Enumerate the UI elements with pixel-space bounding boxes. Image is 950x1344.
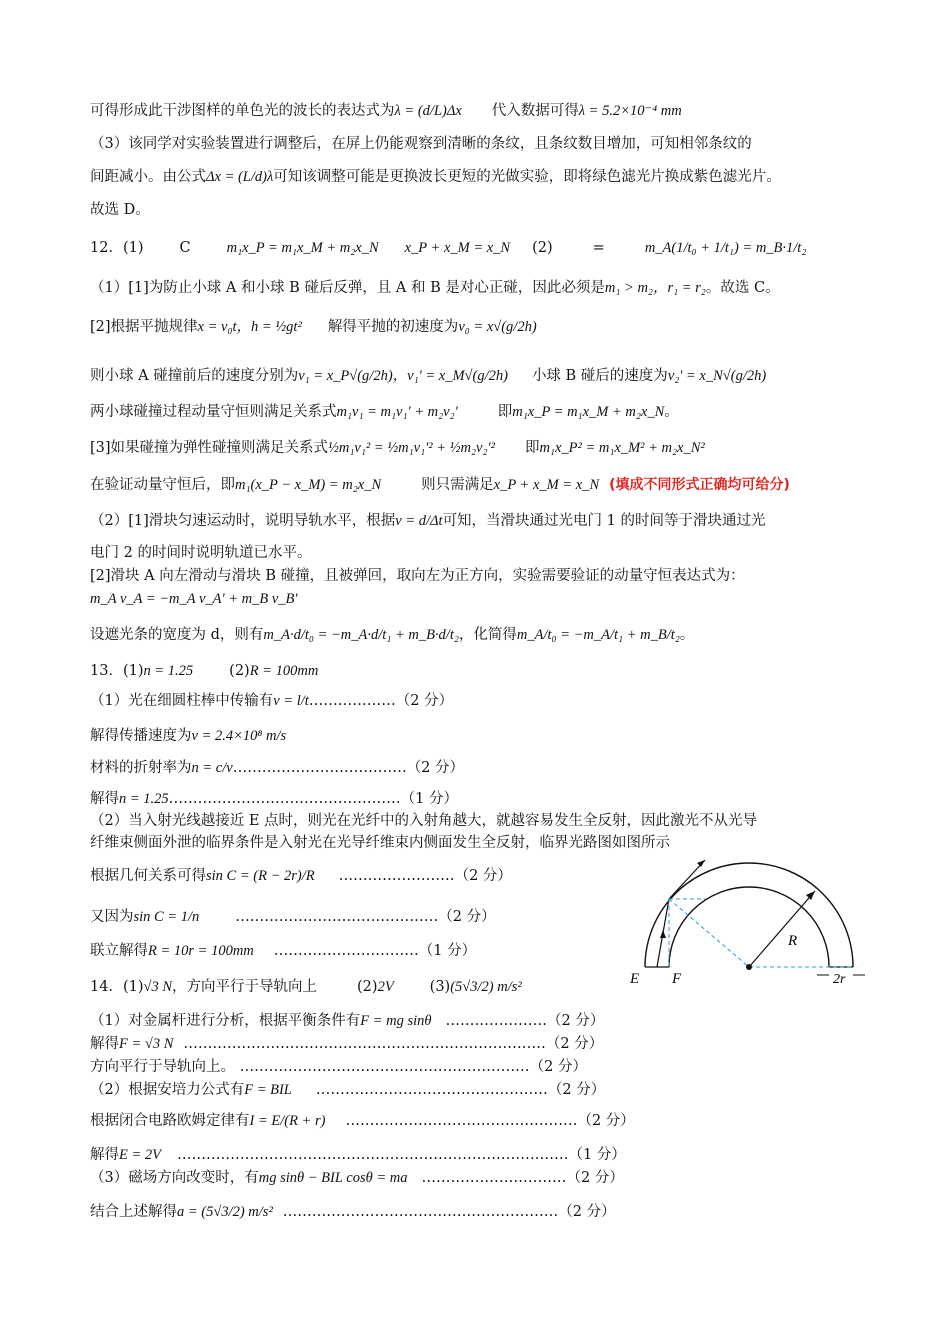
formula: v₁ = x_P√(g/2h)，v₁' = x_M√(g/2h): [298, 368, 508, 384]
formula: n = 1.25: [119, 791, 169, 807]
text: 则小球 A 碰撞前后的速度分别为: [90, 368, 299, 384]
text: [2]根据平抛规律: [90, 319, 198, 335]
text: （2）当入射光线越接近 E 点时，则光在光纤中的入射角越大，就越容易发生全反射，因此激光不从光导: [90, 813, 758, 829]
text: [3]如果碰撞为弹性碰撞则满足关系式: [90, 440, 329, 456]
formula: R = 100mm: [249, 663, 319, 679]
line-20: [90, 757, 464, 779]
line-32: [90, 1110, 635, 1132]
formula: Δx = (L/d)λ: [206, 169, 274, 185]
text: 故选 D。: [90, 202, 150, 218]
line-14: [90, 565, 745, 587]
text: (2): [357, 979, 378, 995]
label-E: E: [630, 971, 640, 987]
formula: I = E/(R + r): [249, 1113, 326, 1129]
text: 结合上述解得: [90, 1204, 177, 1220]
line-11: [90, 474, 790, 496]
radius-line: [749, 891, 815, 967]
text: 电门 2 的时间时说明轨道已水平。: [90, 545, 312, 561]
line-02: [90, 133, 752, 155]
text: (2): [229, 663, 250, 679]
text: 联立解得: [90, 943, 148, 959]
formula: m_A/t₀ = −m_A/t₁ + m_B/t₂: [516, 627, 680, 643]
formula: x_P + x_M = x_N: [404, 240, 511, 256]
text: 即: [497, 404, 513, 420]
line-29: [90, 1033, 603, 1055]
formula: m₁ > m₂，r₁ = r₂: [604, 280, 706, 296]
text: 。故选 C。: [705, 280, 780, 296]
line-31: [90, 1079, 605, 1101]
line-30: [90, 1056, 587, 1078]
text: 13．(1): [90, 663, 144, 679]
line-04: [90, 199, 150, 221]
text: ，化简得: [458, 627, 517, 643]
ray-up: [669, 860, 705, 899]
formula: sin C = (R − 2r)/R: [206, 868, 315, 884]
formula: (5√3/2) m/s²: [450, 979, 522, 995]
text: 小球 B 碰后的速度为: [531, 368, 668, 384]
line-16: [90, 624, 694, 646]
line-13: [90, 542, 311, 564]
fiber-outer-arc: [645, 863, 853, 967]
line-28: [90, 1010, 604, 1032]
text: …………………………………………………………………（2 分）: [183, 1036, 604, 1052]
text: …………………………………………………（2 分）: [282, 1204, 616, 1220]
answer: C: [179, 240, 191, 256]
text: （1）[1]为防止小球 A 和小球 B 碰后反弹，且 A 和 B 是对心正碰，因此必须是: [90, 280, 605, 296]
scoring-note: (填成不同形式正确均可给分): [609, 477, 790, 493]
text: [2]滑块 A 向左滑动与滑块 B 碰撞，且被弹回，取向左为正方向，实验需要验证的动量守恒表达式为：: [90, 568, 745, 584]
text: 解得: [90, 1147, 119, 1163]
text: ………………………………（2 分）: [232, 760, 465, 776]
formula: ½m₁v₁² = ½m₁v₁'² + ½m₂v₂'²: [328, 440, 495, 456]
formula: x_P + x_M = x_N: [493, 477, 600, 493]
line-08: [90, 365, 766, 387]
text: 根据几何关系可得: [90, 868, 206, 884]
text: 可知，当滑块通过光电门 1 的时间等于滑块通过光: [442, 513, 766, 529]
line-26: [90, 940, 476, 962]
formula: 2V: [377, 979, 394, 995]
line-22: [90, 810, 757, 832]
text: …………………………………………（1 分）: [168, 791, 459, 807]
text: 解得: [90, 1036, 119, 1052]
line-33: [90, 1144, 626, 1166]
line-15: [90, 588, 298, 610]
line-03: [90, 166, 781, 188]
formula: n = c/v: [191, 760, 233, 776]
text: （3）该同学对实验装置进行调整后，在屏上仍能观察到清晰的条纹，且条纹数目增加，可知相邻条纹的: [90, 136, 752, 152]
radius-arrow: [806, 891, 815, 900]
text: （2）根据安培力公式有: [90, 1082, 245, 1098]
formula: v₂' = x_N√(g/2h): [667, 368, 767, 384]
formula: F = mg sinθ: [360, 1013, 432, 1029]
text: 则只需满足: [421, 477, 494, 493]
text: …………………………………………（2 分）: [345, 1113, 635, 1129]
text: ……………………………………（2 分）: [235, 909, 496, 925]
line-27: [90, 976, 522, 998]
line-01: [90, 100, 682, 122]
text: …………………………（1 分）: [273, 943, 477, 959]
formula: m_A(1/t₀ + 1/t₁) = m_B·1/t₂: [644, 240, 807, 256]
formula: m₁x_P = m₁x_M + m₂x_N: [512, 404, 665, 420]
formula: λ = (d/L)Δx: [394, 103, 462, 119]
text: 可知该调整可能是更换波长更短的光做实验，即将绿色滤光片换成紫色滤光片。: [273, 169, 781, 185]
text: （2）[1]滑块匀速运动时，说明导轨水平，根据: [90, 513, 396, 529]
incident-arrow: [660, 930, 666, 938]
text: （1）对金属杆进行分析，根据平衡条件有: [90, 1013, 361, 1029]
formula: m₁x_P = m₁x_M + m₂x_N: [226, 240, 379, 256]
formula: R = 10r = 100mm: [148, 943, 254, 959]
line-10: [90, 437, 705, 459]
center-point: [746, 964, 752, 970]
text: 解得平抛的初速度为: [327, 319, 459, 335]
text: (2): [532, 240, 553, 256]
line-09: [90, 401, 679, 423]
fiber-critical-path-diagram: [625, 855, 890, 995]
text: 代入数据可得: [491, 103, 579, 119]
formula: a = (5√3/2) m/s²: [177, 1204, 273, 1220]
text: (3): [429, 979, 451, 995]
line-23: [90, 832, 670, 854]
text: 根据闭合电路欧姆定律有: [90, 1113, 250, 1129]
formula: v = 2.4×10⁸ m/s: [191, 728, 287, 744]
text: 间距减小。由公式: [90, 169, 206, 185]
formula: F = √3 N: [119, 1036, 174, 1052]
line-07: [90, 316, 537, 338]
formula: m_A v_A = −m_A v_A' + m_B v_B': [90, 591, 298, 607]
line-35: [90, 1201, 616, 1223]
text: 12．(1): [90, 240, 144, 256]
text: 即: [524, 440, 540, 456]
line-05: [90, 237, 806, 259]
text: 两小球碰撞过程动量守恒则满足关系式: [90, 404, 337, 420]
label-R: R: [788, 933, 798, 949]
text: 解得传播速度为: [90, 728, 192, 744]
line-19: [90, 725, 286, 747]
formula: m₁x_P² = m₁x_M² + m₂x_N²: [539, 440, 705, 456]
formula: F = BIL: [244, 1082, 292, 1098]
text: （1）光在细圆柱棒中传输有: [90, 693, 274, 709]
line-21: [90, 788, 458, 810]
line-25: [90, 906, 496, 928]
label-F: F: [672, 971, 682, 987]
line-17: [90, 660, 318, 682]
text: 14．(1): [90, 979, 144, 995]
dashed-chord: [669, 899, 749, 967]
formula: sin C = 1/n: [133, 909, 200, 925]
answer: =: [592, 240, 605, 256]
formula: x = v₀t，h = ½gt²: [197, 319, 302, 335]
text: ………………………………………………………………………（1 分）: [177, 1147, 626, 1163]
text: 。: [679, 627, 695, 643]
text: …………………………（2 分）: [421, 1170, 624, 1186]
label-2r: 2r: [833, 972, 846, 987]
formula: √3 N: [143, 979, 173, 995]
text: 在验证动量守恒后，即: [90, 477, 235, 493]
text: …………………………………………（2 分）: [315, 1082, 606, 1098]
formula: m₁v₁ = m₁v₁' + m₂v₂': [336, 404, 458, 420]
text: ………………（2 分）: [308, 693, 454, 709]
ray-up-arrow: [697, 860, 705, 867]
line-24: [90, 865, 512, 887]
formula: m₁(x_P − x_M) = m₂x_N: [235, 477, 382, 493]
line-12: [90, 510, 766, 532]
text: 可得形成此干涉图样的单色光的波长的表达式为: [90, 103, 395, 119]
line-18: [90, 690, 453, 712]
text: 材料的折射率为: [90, 760, 192, 776]
formula: λ = 5.2×10⁻⁴ mm: [578, 103, 682, 119]
text: 又因为: [90, 909, 134, 925]
text: ……………………（2 分）: [338, 868, 512, 884]
text: …………………（2 分）: [445, 1013, 605, 1029]
formula: v₀ = x√(g/2h): [458, 319, 537, 335]
line-34: [90, 1167, 624, 1189]
text: 。: [664, 404, 679, 420]
formula: v = l/t: [273, 693, 309, 709]
text: 纤维束侧面外泄的临界条件是入射光在光导纤维束内侧面发生全反射，临界光路图如图所示: [90, 835, 670, 851]
text: （3）磁场方向改变时，有: [90, 1170, 259, 1186]
formula: v = d/Δt: [395, 513, 443, 529]
text: ，方向平行于导轨向上: [172, 979, 318, 995]
text: 设遮光条的宽度为 d，则有: [90, 627, 264, 643]
text: 解得: [90, 791, 119, 807]
text: 方向平行于导轨向上。 ……………………………………………………（2 分）: [90, 1059, 587, 1075]
formula: m_A·d/t₀ = −m_A·d/t₁ + m_B·d/t₂: [263, 627, 459, 643]
formula: mg sinθ − BIL cosθ = ma: [258, 1170, 408, 1186]
formula: E = 2V: [119, 1147, 161, 1163]
line-06: [90, 277, 780, 299]
formula: n = 1.25: [143, 663, 194, 679]
